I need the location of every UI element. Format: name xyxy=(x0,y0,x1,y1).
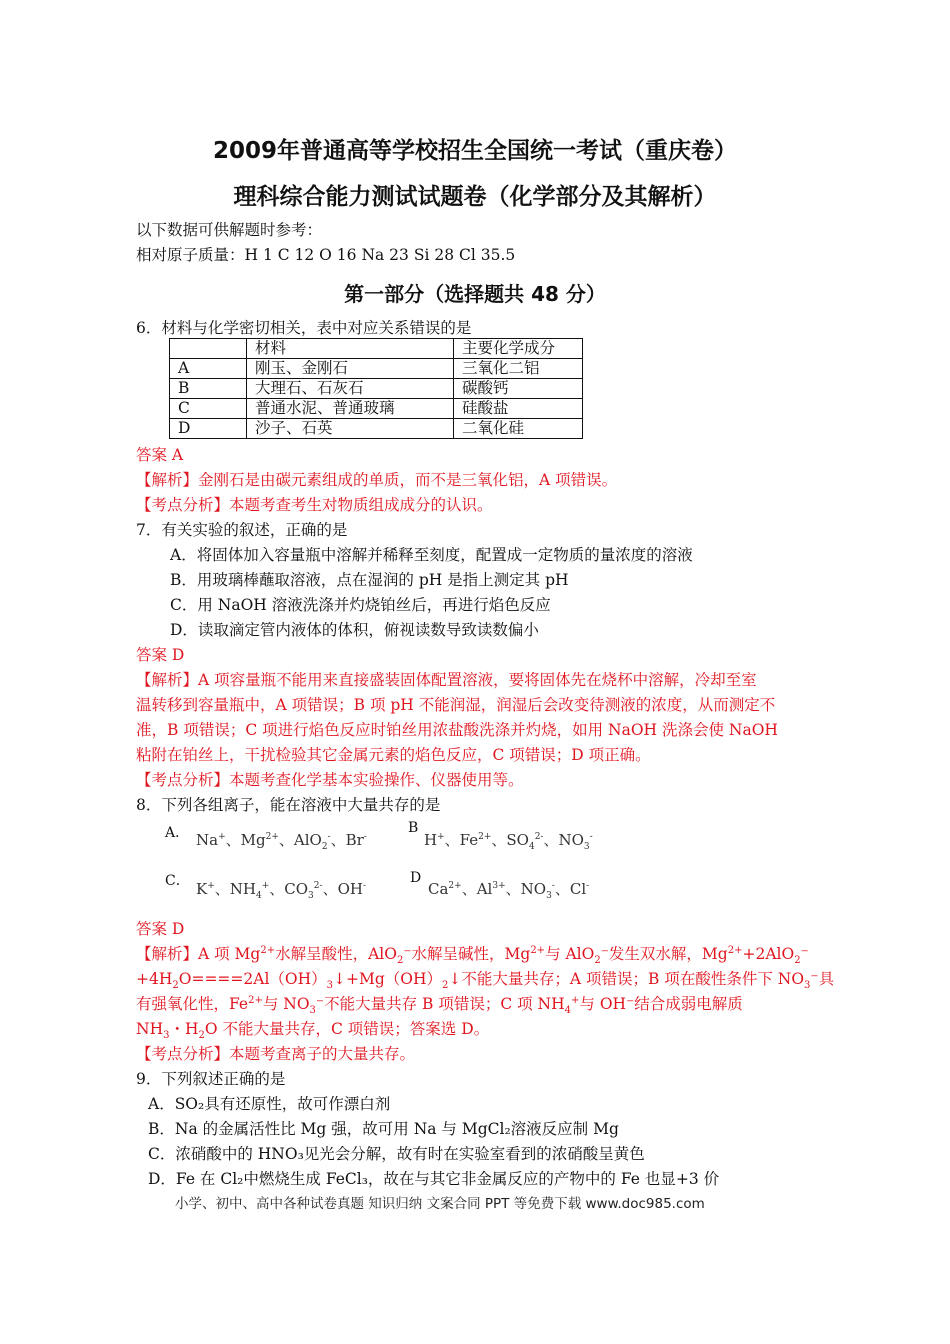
exam-title: 2009年普通高等学校招生全国统一考试（重庆卷） xyxy=(212,138,737,164)
exam-subtitle: 理科综合能力测试试题卷（化学部分及其解析） xyxy=(233,184,717,210)
table-cell: 沙子、石英 xyxy=(247,419,454,439)
table-cell: 大理石、石灰石 xyxy=(247,379,454,399)
q7-stem: 7．有关实验的叙述，正确的是 xyxy=(136,521,348,539)
q7-analysis-line: 粘附在铂丝上，干扰检验其它金属元素的焰色反应，C 项错误；D 项正确。 xyxy=(136,746,651,764)
q7-analysis-line: 准，B 项错误；C 项进行焰色反应时铂丝用浓盐酸洗涤并灼烧，如用 NaOH 洗涤会使 NaOH xyxy=(136,721,778,739)
q8-stem: 8．下列各组离子，能在溶液中大量共存的是 xyxy=(136,796,441,814)
q8-answer: 答案 D xyxy=(136,920,185,938)
q8-option-d-ions: $Ca^{2+}$、$Al^{3+}$、$NO_3^-$、Cl- xyxy=(428,880,590,901)
q8-analysis-line: 有强氧化性，$Fe^{2+}$与 $NO_3^-$不能大量共存 B 项错误；C 项 $NH_4^+$与 OH⁻结合成弱电解质 xyxy=(136,994,743,1017)
table-cell: 材料 xyxy=(247,339,454,359)
q8-point: 【考点分析】本题考查离子的大量共存。 xyxy=(136,1045,416,1063)
q9-option-a: A．SO₂具有还原性，故可作漂白剂 xyxy=(148,1095,391,1113)
atomic-masses: 相对原子质量：H 1 C 12 O 16 Na 23 Si 28 Cl 35.5 xyxy=(136,246,516,264)
table-row xyxy=(170,379,583,399)
q8-analysis-line: 【解析】A 项 $Mg^{2+}$水解呈酸性，AlO$_2$⁻水解呈碱性，$Mg^{2+}$与 AlO$_2$⁻发生双水解，$Mg^{2+}+2AlO_2^-$ xyxy=(136,944,809,967)
q6-answer: 答案 A xyxy=(136,446,184,464)
q8-option-b-ions: H+、$Fe^{2+}$、$SO_4^{2-}$、$NO_3^-$ xyxy=(424,831,593,852)
q9-option-c: C．浓硝酸中的 HNO₃见光会分解，故有时在实验室看到的浓硝酸呈黄色 xyxy=(148,1145,645,1163)
q8-analysis-line: $NH_3$・$H_2O$ 不能大量共存，C 项错误；答案选 D。 xyxy=(136,1020,490,1042)
q6-stem: 6．材料与化学密切相关，表中对应关系错误的是 xyxy=(136,319,472,337)
table-cell: A xyxy=(170,359,247,379)
q7-option-c: C．用 NaOH 溶液洗涤并灼烧铂丝后，再进行焰色反应 xyxy=(170,596,551,614)
table-cell: 三氧化二铝 xyxy=(454,359,583,379)
q8-option-c-ions: K+、$NH_4^+$、$CO_3^{2-}$、OH- xyxy=(196,880,366,901)
q9-option-d: D．Fe 在 Cl₂中燃烧生成 FeCl₃，故在与其它非金属反应的产物中的 Fe 也显+3 价 xyxy=(148,1170,720,1188)
table-cell: 主要化学成分 xyxy=(454,339,583,359)
q7-option-a: A．将固体加入容量瓶中溶解并稀释至刻度，配置成一定物质的量浓度的溶液 xyxy=(170,546,693,564)
table-cell: 刚玉、金刚石 xyxy=(247,359,454,379)
q9-option-b: B．Na 的金属活性比 Mg 强，故可用 Na 与 MgCl₂溶液反应制 Mg xyxy=(148,1120,619,1138)
q7-option-d: D．读取滴定管内液体的体积，俯视读数导致读数偏小 xyxy=(170,621,539,639)
q9-stem: 9．下列叙述正确的是 xyxy=(136,1070,286,1088)
q6-material-table xyxy=(169,338,583,439)
table-header-row xyxy=(170,339,583,359)
table-cell: C xyxy=(170,399,247,419)
table-row xyxy=(170,399,583,419)
footer-text: 小学、初中、高中各种试卷真题 知识归纳 文案合同 PPT 等免费下载 www.doc985.com xyxy=(175,1196,705,1212)
q6-analysis: 【解析】金刚石是由碳元素组成的单质，而不是三氧化铝，A 项错误。 xyxy=(136,471,618,489)
q8-option-b-label: B xyxy=(408,820,419,836)
table-row xyxy=(170,359,583,379)
table-cell: 碳酸钙 xyxy=(454,379,583,399)
q8-option-a-label: A． xyxy=(165,825,190,841)
q8-analysis-line: $+4H_2O====2Al(OH)_3↓+Mg(OH)_2↓$不能大量共存；A 项错误；B 项在酸性条件下 $NO_3^-$具 xyxy=(136,970,835,992)
part-title: 第一部分（选择题共 48 分） xyxy=(344,282,606,306)
q7-point: 【考点分析】本题考查化学基本实验操作、仪器使用等。 xyxy=(136,771,524,789)
table-cell: B xyxy=(170,379,247,399)
table-cell: 普通水泥、普通玻璃 xyxy=(247,399,454,419)
q6-point: 【考点分析】本题考查考生对物质组成成分的认识。 xyxy=(136,496,493,514)
table-cell xyxy=(170,339,247,359)
q7-option-b: B．用玻璃棒蘸取溶液，点在湿润的 pH 是指上测定其 pH xyxy=(170,571,569,589)
table-cell: 硅酸盐 xyxy=(454,399,583,419)
q8-option-d-label: D xyxy=(410,870,422,886)
table-cell: D xyxy=(170,419,247,439)
reference-intro: 以下数据可供解题时参考： xyxy=(136,221,323,239)
q7-analysis-line: 温转移到容量瓶中，A 项错误；B 项 pH 不能润湿，润湿后会改变待测液的浓度，从而测定不 xyxy=(136,696,776,714)
q8-option-c-label: C． xyxy=(165,873,190,889)
q7-analysis-line: 【解析】A 项容量瓶不能用来直接盛装固体配置溶液，要将固体先在烧杯中溶解，冷却至室 xyxy=(136,671,757,689)
q8-option-a-ions: Na+、$Mg^{2+}$、AlO$_2$-、Br- xyxy=(196,831,367,852)
table-row xyxy=(170,419,583,439)
q7-answer: 答案 D xyxy=(136,646,185,664)
table-cell: 二氧化硅 xyxy=(454,419,583,439)
